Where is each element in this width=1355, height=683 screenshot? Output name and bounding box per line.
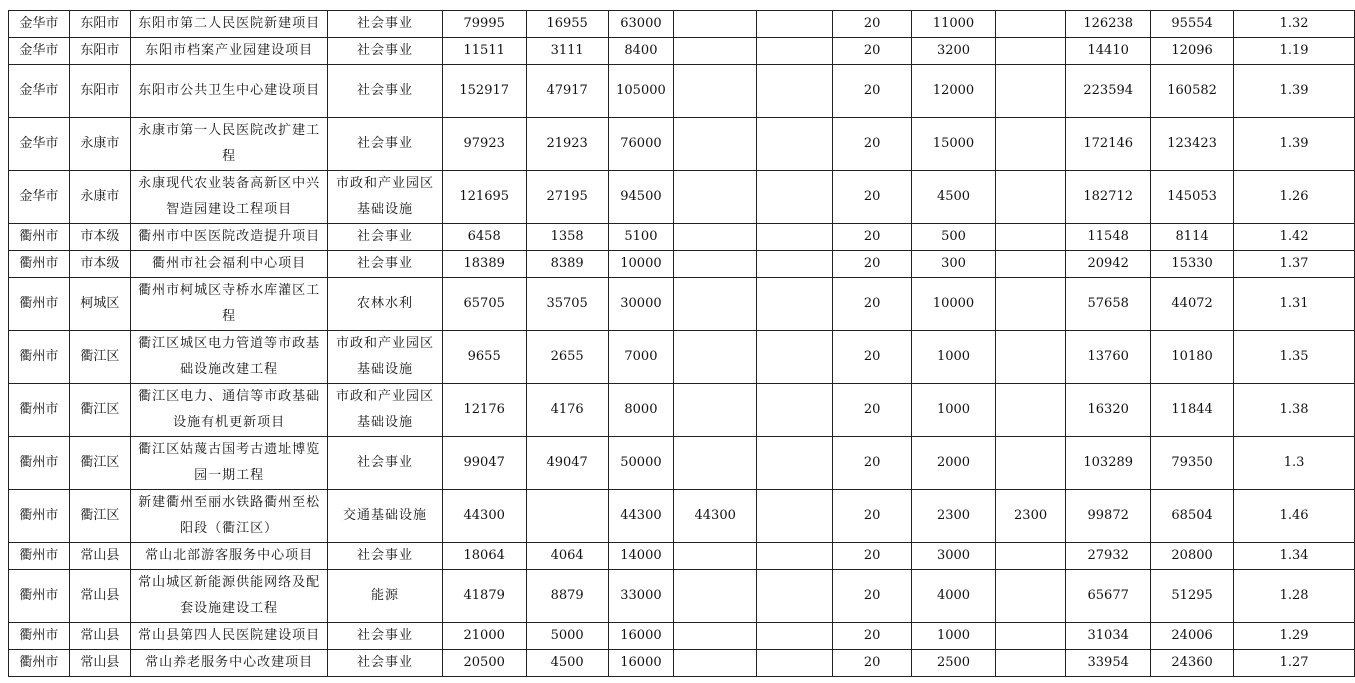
project-name-cell: 常山城区新能源供能网络及配套设施建设工程	[131, 570, 328, 623]
county-cell: 市本级	[69, 251, 131, 278]
col10-cell: 500	[912, 224, 996, 251]
col10-cell: 15000	[912, 118, 996, 171]
col6-cell: 94500	[608, 171, 674, 224]
col5-cell: 27195	[526, 171, 608, 224]
col12-cell: 172146	[1066, 118, 1151, 171]
table-row	[9, 437, 1355, 490]
category-cell: 市政和产业园区基础设施	[328, 171, 443, 224]
col13-cell: 95554	[1151, 11, 1234, 38]
col10-cell: 2300	[912, 490, 996, 543]
col13-cell: 44072	[1151, 278, 1234, 331]
category-cell: 社会事业	[328, 623, 443, 650]
city-cell: 衢州市	[9, 623, 70, 650]
category-cell: 市政和产业园区基础设施	[328, 331, 443, 384]
project-name-cell: 衢州市柯城区寺桥水库灌区工程	[131, 278, 328, 331]
total-investment-cell: 121695	[442, 171, 526, 224]
col13-cell: 20800	[1151, 543, 1234, 570]
col5-cell	[526, 490, 608, 543]
ratio-cell: 1.35	[1234, 331, 1355, 384]
col11-cell	[995, 171, 1065, 224]
col6-cell: 30000	[608, 278, 674, 331]
city-cell: 衢州市	[9, 570, 70, 623]
table-row	[9, 384, 1355, 437]
col7-cell	[674, 224, 757, 251]
col9-cell: 20	[833, 118, 912, 171]
col8-cell	[757, 490, 833, 543]
col11-cell	[995, 437, 1065, 490]
county-cell: 衢江区	[69, 490, 131, 543]
col5-cell: 1358	[526, 224, 608, 251]
total-investment-cell: 9655	[442, 331, 526, 384]
col9-cell: 20	[833, 38, 912, 65]
ratio-cell: 1.27	[1234, 650, 1355, 677]
total-investment-cell: 99047	[442, 437, 526, 490]
category-cell: 能源	[328, 570, 443, 623]
col8-cell	[757, 278, 833, 331]
col7-cell	[674, 543, 757, 570]
col9-cell: 20	[833, 11, 912, 38]
ratio-cell: 1.39	[1234, 65, 1355, 118]
col8-cell	[757, 118, 833, 171]
col11-cell	[995, 384, 1065, 437]
col7-cell	[674, 650, 757, 677]
ratio-cell: 1.28	[1234, 570, 1355, 623]
col7-cell: 44300	[674, 490, 757, 543]
city-cell: 衢州市	[9, 331, 70, 384]
city-cell: 衢州市	[9, 251, 70, 278]
col12-cell: 65677	[1066, 570, 1151, 623]
col13-cell: 11844	[1151, 384, 1234, 437]
total-investment-cell: 152917	[442, 65, 526, 118]
col5-cell: 49047	[526, 437, 608, 490]
col11-cell	[995, 650, 1065, 677]
col9-cell: 20	[833, 251, 912, 278]
total-investment-cell: 65705	[442, 278, 526, 331]
ratio-cell: 1.32	[1234, 11, 1355, 38]
table-row	[9, 650, 1355, 677]
ratio-cell: 1.19	[1234, 38, 1355, 65]
city-cell: 金华市	[9, 11, 70, 38]
col12-cell: 14410	[1066, 38, 1151, 65]
ratio-cell: 1.26	[1234, 171, 1355, 224]
county-cell: 衢江区	[69, 437, 131, 490]
col10-cell: 1000	[912, 623, 996, 650]
col13-cell: 24360	[1151, 650, 1234, 677]
county-cell: 常山县	[69, 623, 131, 650]
table-body	[9, 11, 1355, 677]
col6-cell: 63000	[608, 11, 674, 38]
category-cell: 农林水利	[328, 278, 443, 331]
col10-cell: 4000	[912, 570, 996, 623]
col13-cell: 79350	[1151, 437, 1234, 490]
city-cell: 衢州市	[9, 384, 70, 437]
col6-cell: 5100	[608, 224, 674, 251]
col12-cell: 31034	[1066, 623, 1151, 650]
total-investment-cell: 21000	[442, 623, 526, 650]
category-cell: 社会事业	[328, 224, 443, 251]
col10-cell: 2000	[912, 437, 996, 490]
col8-cell	[757, 570, 833, 623]
col12-cell: 16320	[1066, 384, 1151, 437]
city-cell: 金华市	[9, 38, 70, 65]
col12-cell: 103289	[1066, 437, 1151, 490]
col13-cell: 8114	[1151, 224, 1234, 251]
col13-cell: 51295	[1151, 570, 1234, 623]
col10-cell: 300	[912, 251, 996, 278]
col10-cell: 12000	[912, 65, 996, 118]
col9-cell: 20	[833, 650, 912, 677]
county-cell: 永康市	[69, 118, 131, 171]
table-row	[9, 331, 1355, 384]
table-row	[9, 65, 1355, 118]
col12-cell: 126238	[1066, 11, 1151, 38]
col7-cell	[674, 11, 757, 38]
total-investment-cell: 12176	[442, 384, 526, 437]
col9-cell: 20	[833, 224, 912, 251]
col8-cell	[757, 623, 833, 650]
col13-cell: 24006	[1151, 623, 1234, 650]
col13-cell: 145053	[1151, 171, 1234, 224]
total-investment-cell: 41879	[442, 570, 526, 623]
col8-cell	[757, 543, 833, 570]
table-row	[9, 570, 1355, 623]
col10-cell: 11000	[912, 11, 996, 38]
col11-cell	[995, 224, 1065, 251]
project-name-cell: 衢江区城区电力管道等市政基础设施改建工程	[131, 331, 328, 384]
county-cell: 衢江区	[69, 331, 131, 384]
col7-cell	[674, 118, 757, 171]
col7-cell	[674, 384, 757, 437]
project-name-cell: 东阳市公共卫生中心建设项目	[131, 65, 328, 118]
city-cell: 衢州市	[9, 543, 70, 570]
col12-cell: 57658	[1066, 278, 1151, 331]
col6-cell: 16000	[608, 623, 674, 650]
county-cell: 东阳市	[69, 38, 131, 65]
col9-cell: 20	[833, 331, 912, 384]
col8-cell	[757, 650, 833, 677]
table-row	[9, 251, 1355, 278]
col8-cell	[757, 38, 833, 65]
table-row	[9, 38, 1355, 65]
col9-cell: 20	[833, 65, 912, 118]
col11-cell	[995, 623, 1065, 650]
county-cell: 柯城区	[69, 278, 131, 331]
county-cell: 常山县	[69, 543, 131, 570]
total-investment-cell: 97923	[442, 118, 526, 171]
col12-cell: 11548	[1066, 224, 1151, 251]
col9-cell: 20	[833, 623, 912, 650]
category-cell: 社会事业	[328, 11, 443, 38]
col9-cell: 20	[833, 437, 912, 490]
table-row	[9, 11, 1355, 38]
category-cell: 社会事业	[328, 118, 443, 171]
project-name-cell: 衢江区姑蔑古国考古遗址博览园一期工程	[131, 437, 328, 490]
col10-cell: 4500	[912, 171, 996, 224]
category-cell: 社会事业	[328, 65, 443, 118]
col5-cell: 47917	[526, 65, 608, 118]
col10-cell: 3200	[912, 38, 996, 65]
col13-cell: 123423	[1151, 118, 1234, 171]
county-cell: 常山县	[69, 570, 131, 623]
col7-cell	[674, 278, 757, 331]
project-name-cell: 常山养老服务中心改建项目	[131, 650, 328, 677]
col11-cell	[995, 543, 1065, 570]
city-cell: 衢州市	[9, 437, 70, 490]
total-investment-cell: 6458	[442, 224, 526, 251]
col6-cell: 10000	[608, 251, 674, 278]
col6-cell: 50000	[608, 437, 674, 490]
col8-cell	[757, 171, 833, 224]
col5-cell: 4176	[526, 384, 608, 437]
ratio-cell: 1.39	[1234, 118, 1355, 171]
total-investment-cell: 79995	[442, 11, 526, 38]
total-investment-cell: 44300	[442, 490, 526, 543]
col11-cell	[995, 331, 1065, 384]
ratio-cell: 1.29	[1234, 623, 1355, 650]
col10-cell: 10000	[912, 278, 996, 331]
total-investment-cell: 18064	[442, 543, 526, 570]
col7-cell	[674, 171, 757, 224]
table-row	[9, 224, 1355, 251]
col12-cell: 33954	[1066, 650, 1151, 677]
table-row	[9, 118, 1355, 171]
col7-cell	[674, 38, 757, 65]
category-cell: 交通基础设施	[328, 490, 443, 543]
col10-cell: 1000	[912, 384, 996, 437]
col6-cell: 8400	[608, 38, 674, 65]
col11-cell	[995, 278, 1065, 331]
col12-cell: 182712	[1066, 171, 1151, 224]
total-investment-cell: 11511	[442, 38, 526, 65]
col7-cell	[674, 251, 757, 278]
col13-cell: 160582	[1151, 65, 1234, 118]
project-name-cell: 永康现代农业装备高新区中兴智造园建设工程项目	[131, 171, 328, 224]
city-cell: 衢州市	[9, 224, 70, 251]
project-name-cell: 永康市第一人民医院改扩建工程	[131, 118, 328, 171]
col6-cell: 76000	[608, 118, 674, 171]
city-cell: 衢州市	[9, 490, 70, 543]
col13-cell: 15330	[1151, 251, 1234, 278]
col7-cell	[674, 570, 757, 623]
col8-cell	[757, 224, 833, 251]
city-cell: 金华市	[9, 65, 70, 118]
col13-cell: 68504	[1151, 490, 1234, 543]
city-cell: 衢州市	[9, 650, 70, 677]
project-name-cell: 常山北部游客服务中心项目	[131, 543, 328, 570]
col9-cell: 20	[833, 490, 912, 543]
ratio-cell: 1.42	[1234, 224, 1355, 251]
col5-cell: 4500	[526, 650, 608, 677]
col9-cell: 20	[833, 171, 912, 224]
col5-cell: 4064	[526, 543, 608, 570]
col8-cell	[757, 437, 833, 490]
col12-cell: 223594	[1066, 65, 1151, 118]
col11-cell	[995, 570, 1065, 623]
ratio-cell: 1.46	[1234, 490, 1355, 543]
col5-cell: 8389	[526, 251, 608, 278]
table-row	[9, 278, 1355, 331]
project-name-cell: 衢州市中医医院改造提升项目	[131, 224, 328, 251]
col5-cell: 8879	[526, 570, 608, 623]
total-investment-cell: 20500	[442, 650, 526, 677]
col11-cell	[995, 11, 1065, 38]
category-cell: 社会事业	[328, 437, 443, 490]
col10-cell: 2500	[912, 650, 996, 677]
col6-cell: 105000	[608, 65, 674, 118]
category-cell: 社会事业	[328, 543, 443, 570]
col5-cell: 35705	[526, 278, 608, 331]
col8-cell	[757, 11, 833, 38]
col11-cell	[995, 65, 1065, 118]
col7-cell	[674, 65, 757, 118]
col5-cell: 16955	[526, 11, 608, 38]
ratio-cell: 1.31	[1234, 278, 1355, 331]
category-cell: 社会事业	[328, 38, 443, 65]
col6-cell: 33000	[608, 570, 674, 623]
category-cell: 社会事业	[328, 650, 443, 677]
col6-cell: 16000	[608, 650, 674, 677]
col6-cell: 14000	[608, 543, 674, 570]
col5-cell: 3111	[526, 38, 608, 65]
col11-cell	[995, 118, 1065, 171]
col8-cell	[757, 251, 833, 278]
ratio-cell: 1.38	[1234, 384, 1355, 437]
category-cell: 市政和产业园区基础设施	[328, 384, 443, 437]
table-row	[9, 623, 1355, 650]
county-cell: 东阳市	[69, 11, 131, 38]
col12-cell: 13760	[1066, 331, 1151, 384]
project-name-cell: 东阳市档案产业园建设项目	[131, 38, 328, 65]
col11-cell	[995, 251, 1065, 278]
col7-cell	[674, 623, 757, 650]
col12-cell: 99872	[1066, 490, 1151, 543]
col6-cell: 44300	[608, 490, 674, 543]
county-cell: 衢江区	[69, 384, 131, 437]
col5-cell: 2655	[526, 331, 608, 384]
col5-cell: 21923	[526, 118, 608, 171]
table-row	[9, 543, 1355, 570]
col6-cell: 7000	[608, 331, 674, 384]
ratio-cell: 1.3	[1234, 437, 1355, 490]
project-name-cell: 衢江区电力、通信等市政基础设施有机更新项目	[131, 384, 328, 437]
table-row	[9, 490, 1355, 543]
col13-cell: 12096	[1151, 38, 1234, 65]
col9-cell: 20	[833, 570, 912, 623]
col6-cell: 8000	[608, 384, 674, 437]
col5-cell: 5000	[526, 623, 608, 650]
col7-cell	[674, 437, 757, 490]
col9-cell: 20	[833, 543, 912, 570]
table-row	[9, 171, 1355, 224]
col10-cell: 3000	[912, 543, 996, 570]
col8-cell	[757, 384, 833, 437]
col10-cell: 1000	[912, 331, 996, 384]
project-name-cell: 东阳市第二人民医院新建项目	[131, 11, 328, 38]
city-cell: 衢州市	[9, 278, 70, 331]
project-name-cell: 衢州市社会福利中心项目	[131, 251, 328, 278]
project-table	[8, 10, 1355, 677]
col7-cell	[674, 331, 757, 384]
city-cell: 金华市	[9, 171, 70, 224]
col11-cell: 2300	[995, 490, 1065, 543]
county-cell: 东阳市	[69, 65, 131, 118]
col9-cell: 20	[833, 384, 912, 437]
col13-cell: 10180	[1151, 331, 1234, 384]
county-cell: 市本级	[69, 224, 131, 251]
project-name-cell: 新建衢州至丽水铁路衢州至松阳段（衢江区）	[131, 490, 328, 543]
ratio-cell: 1.37	[1234, 251, 1355, 278]
county-cell: 常山县	[69, 650, 131, 677]
project-name-cell: 常山县第四人民医院建设项目	[131, 623, 328, 650]
col11-cell	[995, 38, 1065, 65]
col9-cell: 20	[833, 278, 912, 331]
city-cell: 金华市	[9, 118, 70, 171]
col12-cell: 27932	[1066, 543, 1151, 570]
ratio-cell: 1.34	[1234, 543, 1355, 570]
total-investment-cell: 18389	[442, 251, 526, 278]
county-cell: 永康市	[69, 171, 131, 224]
project-table-container	[8, 10, 1355, 677]
col8-cell	[757, 65, 833, 118]
col12-cell: 20942	[1066, 251, 1151, 278]
category-cell: 社会事业	[328, 251, 443, 278]
col8-cell	[757, 331, 833, 384]
